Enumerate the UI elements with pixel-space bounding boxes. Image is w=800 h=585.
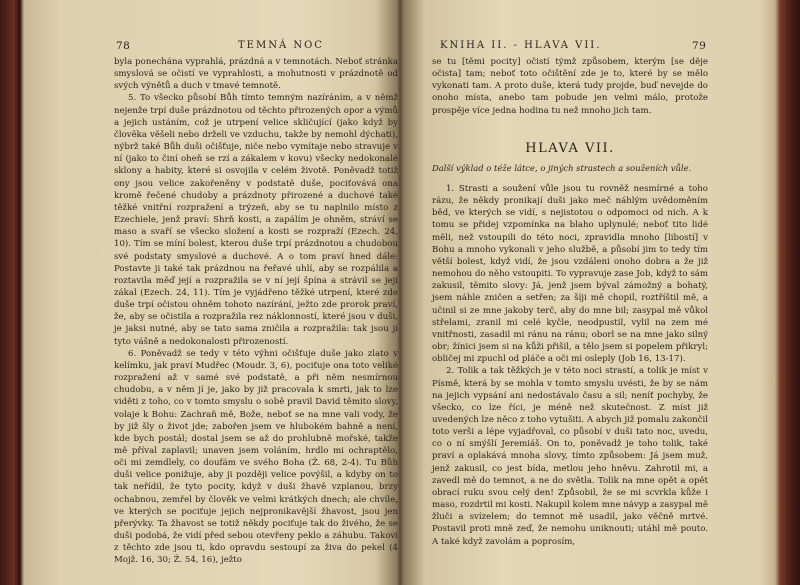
chapter-title: HLAVA VII.: [525, 141, 615, 156]
paragraph: 1. Strasti a soužení vůle jsou tu rovněž nesmírné a toho rázu, že někdy pronikají duši jako meč náhlým uvědoměním běd, ve kterých se vidí, s nejistotou o odpomoci od nich. A k tomu se přidej vzpomínka na blaho uplynulé; neboť tito lidé měli, než vstoupili do této noci, zpravidla mnoho [libostí] v Bohu a mnoho vykonali v jeho službě, a působí jim to tedy tím větší bolest, když vidí, že jsou vzdáleni onoho dobra a že již nemohou do něho vstoupiti. To vypravuje zase Job, když to sám zakusil, těmito slovy: Já, jenž jsem býval zámožný a bohatý, jsem náhle zničen a setřen; za šíji mě chopil, roztříštil mě, a učinil si ze mne jakoby terč, aby do mne bil; zasypal mě vůkol střelami, zranil mi celé kyčle, neodpustil, vylil na zem mé vnitřnosti, zasadil mi ránu na ránu; oborl se na mne jako silný obr; žínici jsem si na kůži přišil, a tělo jsem si popelem přikryl; obličej mi zpuchl od pláče a oči mi osleply (Job 16, 13-17).: [432, 184, 708, 365]
paragraph: 5. To všecko působí Bůh tímto temným nazíráním, a v němž nejenže trpí duše prázdnotou od těchto přirozených opor a výmů a jejich ustáním, což je utrpení velice skličující (jako když by člověka věšeli nebo drželi ve vzduchu, takže by nemohl dýchati), nýbrž také Bůh duši očišťuje, niče nebo vymítaje nebo stravuje v ní (jako to činí oheň se rzí a zákalem v kovu) všecky nedokonalé sklony a habity, které si osvojila v celém životě. Poněvadž totiž ony jsou velice zakořeněny v podstatě duše, pociťovává ona kromě řečené chudoby a prázdnoty přirozené a duchové také těžké vnitřní rozpražení a trýzeň, aby se tu naplnilo místo z Ezechiele, jenž praví: Shrň kosti, a zapálím je ohněm, stráví se maso a svaří se všecko složení a kosti se rozpraží (Ezech. 24, 10). Tím se míní bolest, kterou duše trpí prázdnotou a chudobou své podstaty smyslové a duchové. A o tom praví hned dále: Postavte ji také tak prázdnou na řeřavé uhlí, aby se rozpálila a roztavila měď její a rozpražila se v ní její špína a strávil se její zákal (Ezech. 24, 11). Tím je vyjádřeno těžké utrpení, které zde duše trpí očistou ohněm tohoto nazírání, ježto zde prorok praví, že, aby se očistila a rozpražila rez náklonností, které jsou v duši, je jaksi nutné, aby se tato sama zničila a rozpražila: tak jsou jí tyto vášně a nedokonalosti přirozeností.: [114, 93, 398, 347]
paragraph: 6. Poněvadž se tedy v této výhni očišťuje duše jako zlato v kelímku, jak praví Mudřec (Moudr. 3, 6), pociťuje ona toto veliké rozpražení až v samé své podstatě, a při něm nesmírnou chudobu, a v něm jí je, jako by již pracovala k smrti, jak to lze viděti z toho, co v tomto smyslu o sobě pravil David těmito slovy, volaje k Bohu: Zachraň mě, Bože, neboť se na mne vali vody, že by již šly o život jde; zabořen jsem ve hlubokém bahně a není, kde bych postál; dostal jsem se až do prohlubně mořské, takže mě příval zaplavil; unaven jsem voláním, hrdlo mi ochraptělo, oči mi zemdlely, co doufám ve svého Boha (Ž. 68, 2-4). Tu Bůh duši velice ponižuje, aby ji později velice povýšil, a kdyby on to tak neřídil, že tyto pocity, když v duši žhavě vzplanou, brzy ochabnou, zemřel by člověk ve velmi krátkých dnech; ale chvíle, ve kterých se pociťuje jejich nejpronikavější žhavost, jsou jen přerývky. Ta žhavost se totiž někdy pociťuje tak do živého, že se duši podobá, že vidí před sebou otevřeny peklo a záhubu. Takoví z těchto zde jsou ti, kdo opravdu sestoupí za živa do pekel (4 Mojž. 16, 30; Ž. 54, 16), ježto: [114, 348, 398, 566]
paragraph: se tu [těmi pocity] očistí týmž způsobem, kterým [se děje očista] tam; neboť toto očištění zde je to, které by se mělo vykonati tam. A proto duše, která tudy projde, buď nevejde do onoho místa, anebo tam pobude jen velmi málo, protože prospěje více jedna hodina tu než mnoho jich tam.: [432, 57, 708, 116]
running-head-right: KNIHA II. - HLAVA VII.: [440, 40, 602, 51]
chapter-subtitle: Další výklad o téže látce, o jiných strastech a souženích vůle.: [432, 163, 692, 173]
left-page: [24, 0, 400, 585]
right-page: [400, 0, 778, 585]
running-head-left: TEMNÁ NOC: [238, 40, 324, 51]
page-number-left: 78: [116, 40, 131, 52]
page-number-right: 79: [692, 40, 707, 52]
left-page-body: [114, 56, 398, 567]
right-page-body: [432, 183, 708, 548]
right-page-top-text: [432, 56, 708, 117]
paragraph: 2. Tolik a tak těžkých je v této noci strastí, a tolik je míst v Písmě, která by se mohla v tomto smyslu uvésti, že by se nám na jejich vypsání ani nedostávalo času a sil; neníť pochyby, že všecko, co lze říci, je méně než skutečnost. Z míst již uvedených lze něco z toho vytušiti. A abych již pomalu zakončil toto verši a lépe vyjadřoval, co působí v duši tato noc, uvedu, co o ní smýšlí Jeremiáš. On to, poněvadž je toho tolik, také praví a oplakává mnoha slovy, tímto způsobem: Já jsem muž, jenž zakusil, co jest bída, metlou jeho hněvu. Zahrotil mi, a zavedl mě do temnot, a ne do světla. Tolik na mne opět a opět obrací ruku svou celý den! Způsobil, že se mi scvrkla kůže i maso, rozdrtil mi kosti. Nakupil kolem mne návyp a zasypal mě žluči a svízelem; do temnot mě usadil, jako věčně mrtvé. Postavil proti mně zeď, že nemohu uniknouti; utáhl mě pouto. A také když zavolám a poprosím,: [432, 366, 708, 547]
paragraph: byla ponechána vyprahlá, prázdná a v temnotách. Neboť stránka smyslová se očistí ve vyprahlosti, a mohutnosti v prázdnotě od svých výnětů a duch v tmavé temnotě.: [114, 57, 398, 92]
